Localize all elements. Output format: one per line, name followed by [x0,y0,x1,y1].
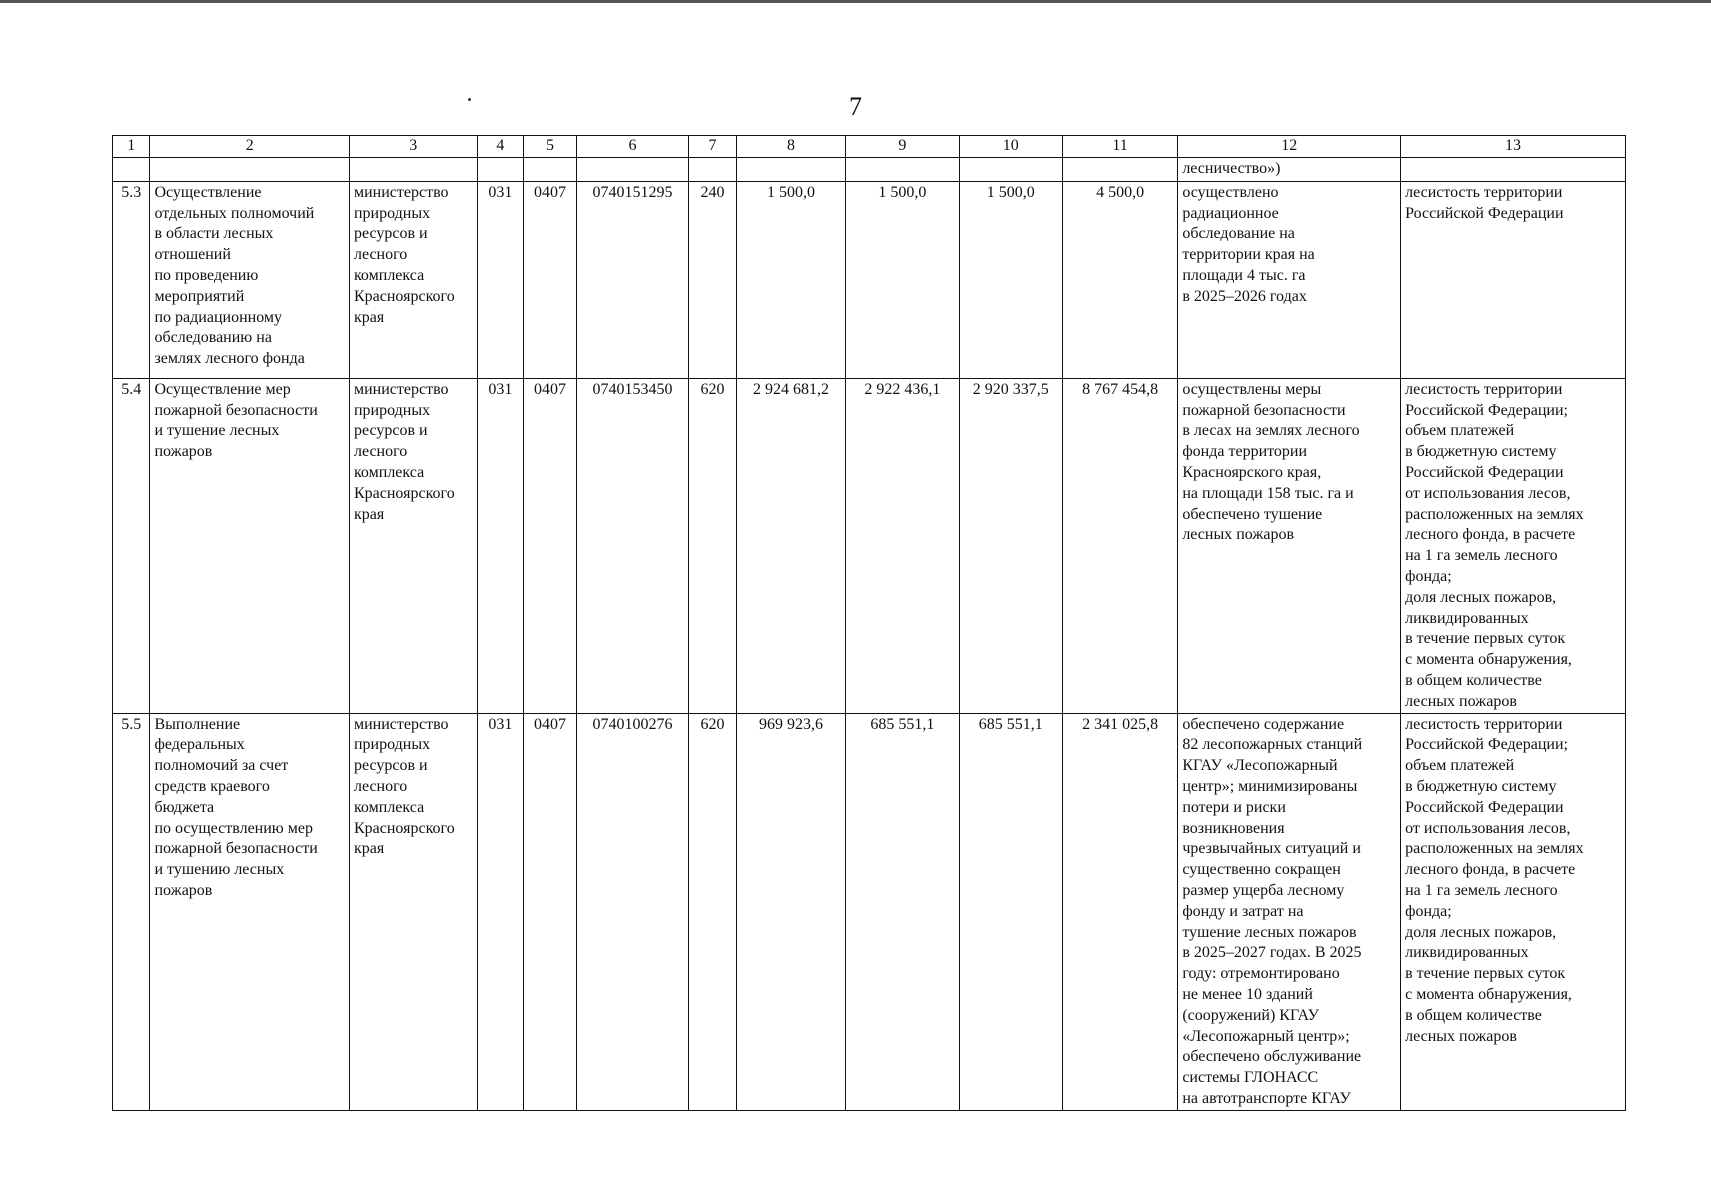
activity-name: Выполнение федеральных полномочий за счет средств краевого бюджета по осуществлению мер пожарной безопасности и тушению лесных пожаров [150,713,350,1110]
section-code: 0407 [524,378,577,713]
amount-2026: 2 922 436,1 [846,378,959,713]
continuation-row [113,157,1626,181]
row-number: 5.3 [113,181,150,378]
col-header-11: 11 [1062,136,1177,158]
amount-2026: 685 551,1 [846,713,959,1110]
table-row [113,181,1626,378]
header-row [113,136,1626,158]
col-header-6: 6 [576,136,688,158]
col-header-13: 13 [1401,136,1626,158]
col-header-12: 12 [1178,136,1401,158]
amount-2025: 969 923,6 [736,713,845,1110]
program-activities-table [112,135,1626,1111]
row-number: 5.5 [113,713,150,1110]
grbs-code: 031 [477,713,524,1110]
grbs-code: 031 [477,181,524,378]
expected-result: осуществлены меры пожарной безопасности в лесах на землях лесного фонда территории Красноярского края, на площади 158 тыс. га и обеспечено тушение лесных пожаров [1178,378,1401,713]
executor: министерство природных ресурсов и лесного комплекса Красноярского края [349,378,477,713]
expense-type-code: 620 [689,378,737,713]
col-header-10: 10 [959,136,1062,158]
amount-2025: 1 500,0 [736,181,845,378]
amount-total: 4 500,0 [1062,181,1177,378]
target-indicator: лесистость территории Российской Федерации [1401,181,1626,378]
target-article-code: 0740151295 [576,181,688,378]
col-header-3: 3 [349,136,477,158]
expense-type-code: 620 [689,713,737,1110]
target-article-code: 0740153450 [576,378,688,713]
col-header-2: 2 [150,136,350,158]
section-code: 0407 [524,713,577,1110]
amount-2025: 2 924 681,2 [736,378,845,713]
target-indicator: лесистость территории Российской Федерации; объем платежей в бюджетную систему Российской Федерации от использования лесов, расположенных на землях лесного фонда, в расчете на 1 га земель лесного фонда; доля лесных пожаров, ликвидированных в течение первых суток с момента обнаружения, в общем количестве лесных пожаров [1401,378,1626,713]
expense-type-code: 240 [689,181,737,378]
table-row [113,378,1626,713]
target-indicator: лесистость территории Российской Федерации; объем платежей в бюджетную систему Российской Федерации от использования лесов, расположенных на землях лесного фонда, в расчете на 1 га земель лесного фонда; доля лесных пожаров, ликвидированных в течение первых суток с момента обнаружения, в общем количестве лесных пожаров [1401,713,1626,1110]
amount-2027: 2 920 337,5 [959,378,1062,713]
col-header-5: 5 [524,136,577,158]
row-number: 5.4 [113,378,150,713]
scan-edge [0,0,1711,3]
continuation-result-cell: лесничество») [1178,157,1401,181]
expected-result: обеспечено содержание 82 лесопожарных станций КГАУ «Лесопожарный центр»; минимизированы потери и риски возникновения чрезвычайных ситуаций и существенно сокращен размер ущерба лесному фонду и затрат на тушение лесных пожаров в 2025–2027 годах. В 2025 году: отремонтировано не менее 10 зданий (сооружений) КГАУ «Лесопожарный центр»; обеспечено обслуживание системы ГЛОНАСС на автотранспорте КГАУ [1178,713,1401,1110]
activity-name: Осуществление мер пожарной безопасности и тушение лесных пожаров [150,378,350,713]
target-article-code: 0740100276 [576,713,688,1110]
amount-2026: 1 500,0 [846,181,959,378]
col-header-7: 7 [689,136,737,158]
amount-total: 2 341 025,8 [1062,713,1177,1110]
grbs-code: 031 [477,378,524,713]
amount-total: 8 767 454,8 [1062,378,1177,713]
col-header-1: 1 [113,136,150,158]
executor: министерство природных ресурсов и лесного комплекса Красноярского края [349,713,477,1110]
amount-2027: 1 500,0 [959,181,1062,378]
expected-result: осуществлено радиационное обследование на территории края на площади 4 тыс. га в 2025–2026 годах [1178,181,1401,378]
table-row [113,713,1626,1110]
executor: министерство природных ресурсов и лесного комплекса Красноярского края [349,181,477,378]
page-number: 7 [849,92,862,121]
col-header-8: 8 [736,136,845,158]
col-header-9: 9 [846,136,959,158]
section-code: 0407 [524,181,577,378]
activity-name: Осуществление отдельных полномочий в области лесных отношений по проведению мероприятий по радиационному обследованию на землях лесного фонда [150,181,350,378]
col-header-4: 4 [477,136,524,158]
amount-2027: 685 551,1 [959,713,1062,1110]
